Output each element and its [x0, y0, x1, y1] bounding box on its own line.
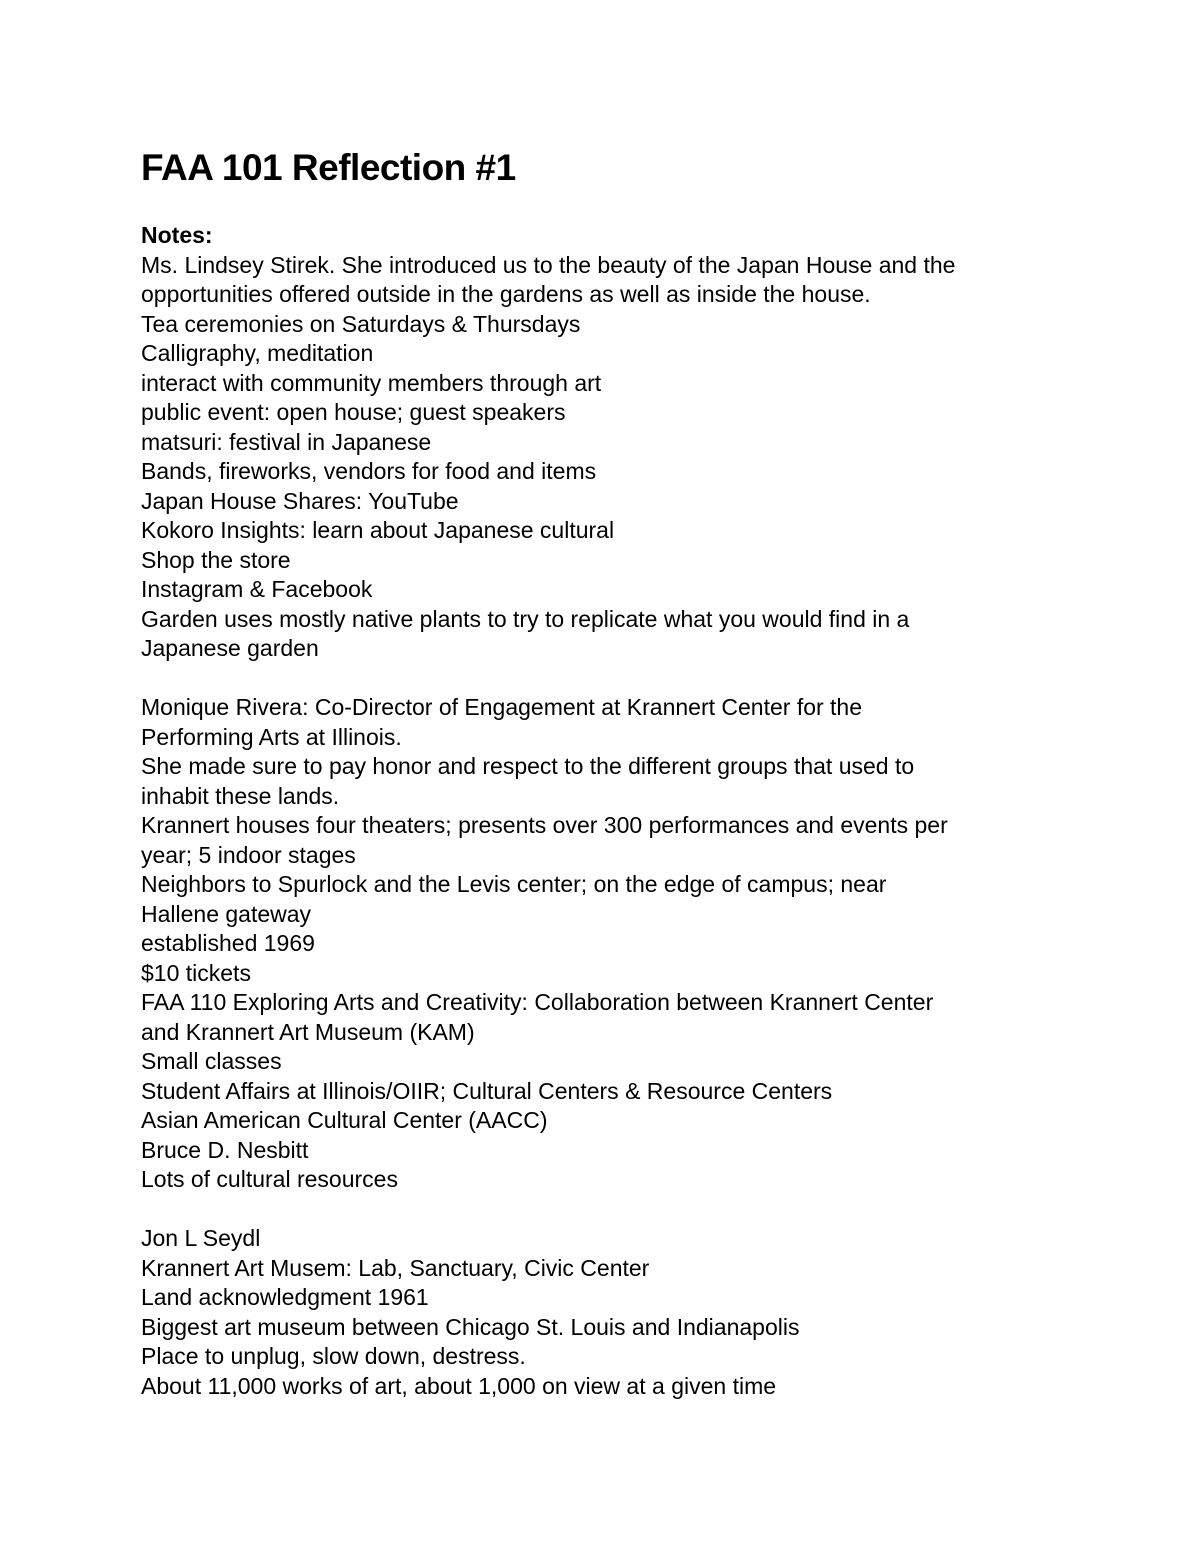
notes-section-art-museum	[141, 1224, 1071, 1401]
note-line: Kokoro Insights: learn about Japanese cultural	[141, 517, 615, 543]
note-line: Performing Arts at Illinois.	[141, 723, 402, 750]
note-line: Asian American Cultural Center (AACC)	[141, 1107, 548, 1133]
note-line: Hallene gateway	[141, 900, 312, 927]
note-line: Japanese garden	[141, 635, 319, 661]
note-line: opportunities offered outside in the gardens as well as inside the house.	[141, 281, 871, 307]
note-line: established 1969	[141, 930, 315, 956]
note-line: Place to unplug, slow down, destress.	[141, 1343, 526, 1369]
note-line: Ms. Lindsey Stirek. She introduced us to the beauty of the Japan House and the	[141, 251, 956, 278]
note-line: Lots of cultural resources	[141, 1166, 398, 1192]
notes-label: Notes:	[141, 222, 213, 248]
note-line: She made sure to pay honor and respect to the different groups that used to	[141, 753, 915, 779]
paragraph-gap	[141, 1195, 1071, 1225]
note-line: Neighbors to Spurlock and the Levis center; on the edge of campus; near	[141, 871, 887, 897]
note-line: About 11,000 works of art, about 1,000 on view at a given time	[141, 1372, 777, 1399]
note-line: Japan House Shares: YouTube	[141, 487, 459, 514]
note-line: Biggest art museum between Chicago St. Louis and Indianapolis	[141, 1313, 800, 1340]
note-line: Krannert Art Musem: Lab, Sanctuary, Civic Center	[141, 1254, 650, 1281]
note-line: public event: open house; guest speakers	[141, 399, 566, 425]
page-title: FAA 101 Reflection #1	[141, 147, 516, 188]
note-line: and Krannert Art Museum (KAM)	[141, 1018, 475, 1045]
note-line: Small classes	[141, 1048, 282, 1074]
note-line: interact with community members through art	[141, 369, 602, 396]
note-line: Jon L Seydl	[141, 1225, 261, 1251]
note-line: FAA 110 Exploring Arts and Creativity: Collaboration between Krannert Center	[141, 989, 934, 1015]
note-line: Shop the store	[141, 546, 291, 573]
note-line: matsuri: festival in Japanese	[141, 428, 432, 455]
note-line: Calligraphy, meditation	[141, 340, 374, 366]
note-line: Bands, fireworks, vendors for food and items	[141, 458, 597, 484]
note-line: Bruce D. Nesbitt	[141, 1136, 309, 1163]
note-line: Student Affairs at Illinois/OIIR; Cultural Centers & Resource Centers	[141, 1077, 833, 1104]
note-line: Krannert houses four theaters; presents over 300 performances and events per	[141, 812, 948, 838]
note-line: Instagram & Facebook	[141, 576, 373, 602]
note-line: Land acknowledgment 1961	[141, 1284, 429, 1310]
note-line: year; 5 indoor stages	[141, 841, 356, 868]
document-page	[141, 143, 1071, 1401]
note-line: $10 tickets	[141, 959, 251, 986]
note-line: Monique Rivera: Co-Director of Engagement at Krannert Center for the	[141, 694, 863, 720]
notes-section-japan-house	[141, 251, 1071, 664]
note-line: Garden uses mostly native plants to try to replicate what you would find in a	[141, 605, 910, 632]
note-line: inhabit these lands.	[141, 782, 340, 809]
notes-section-krannert-center	[141, 693, 1071, 1195]
note-line: Tea ceremonies on Saturdays & Thursdays	[141, 310, 581, 337]
paragraph-gap	[141, 664, 1071, 694]
